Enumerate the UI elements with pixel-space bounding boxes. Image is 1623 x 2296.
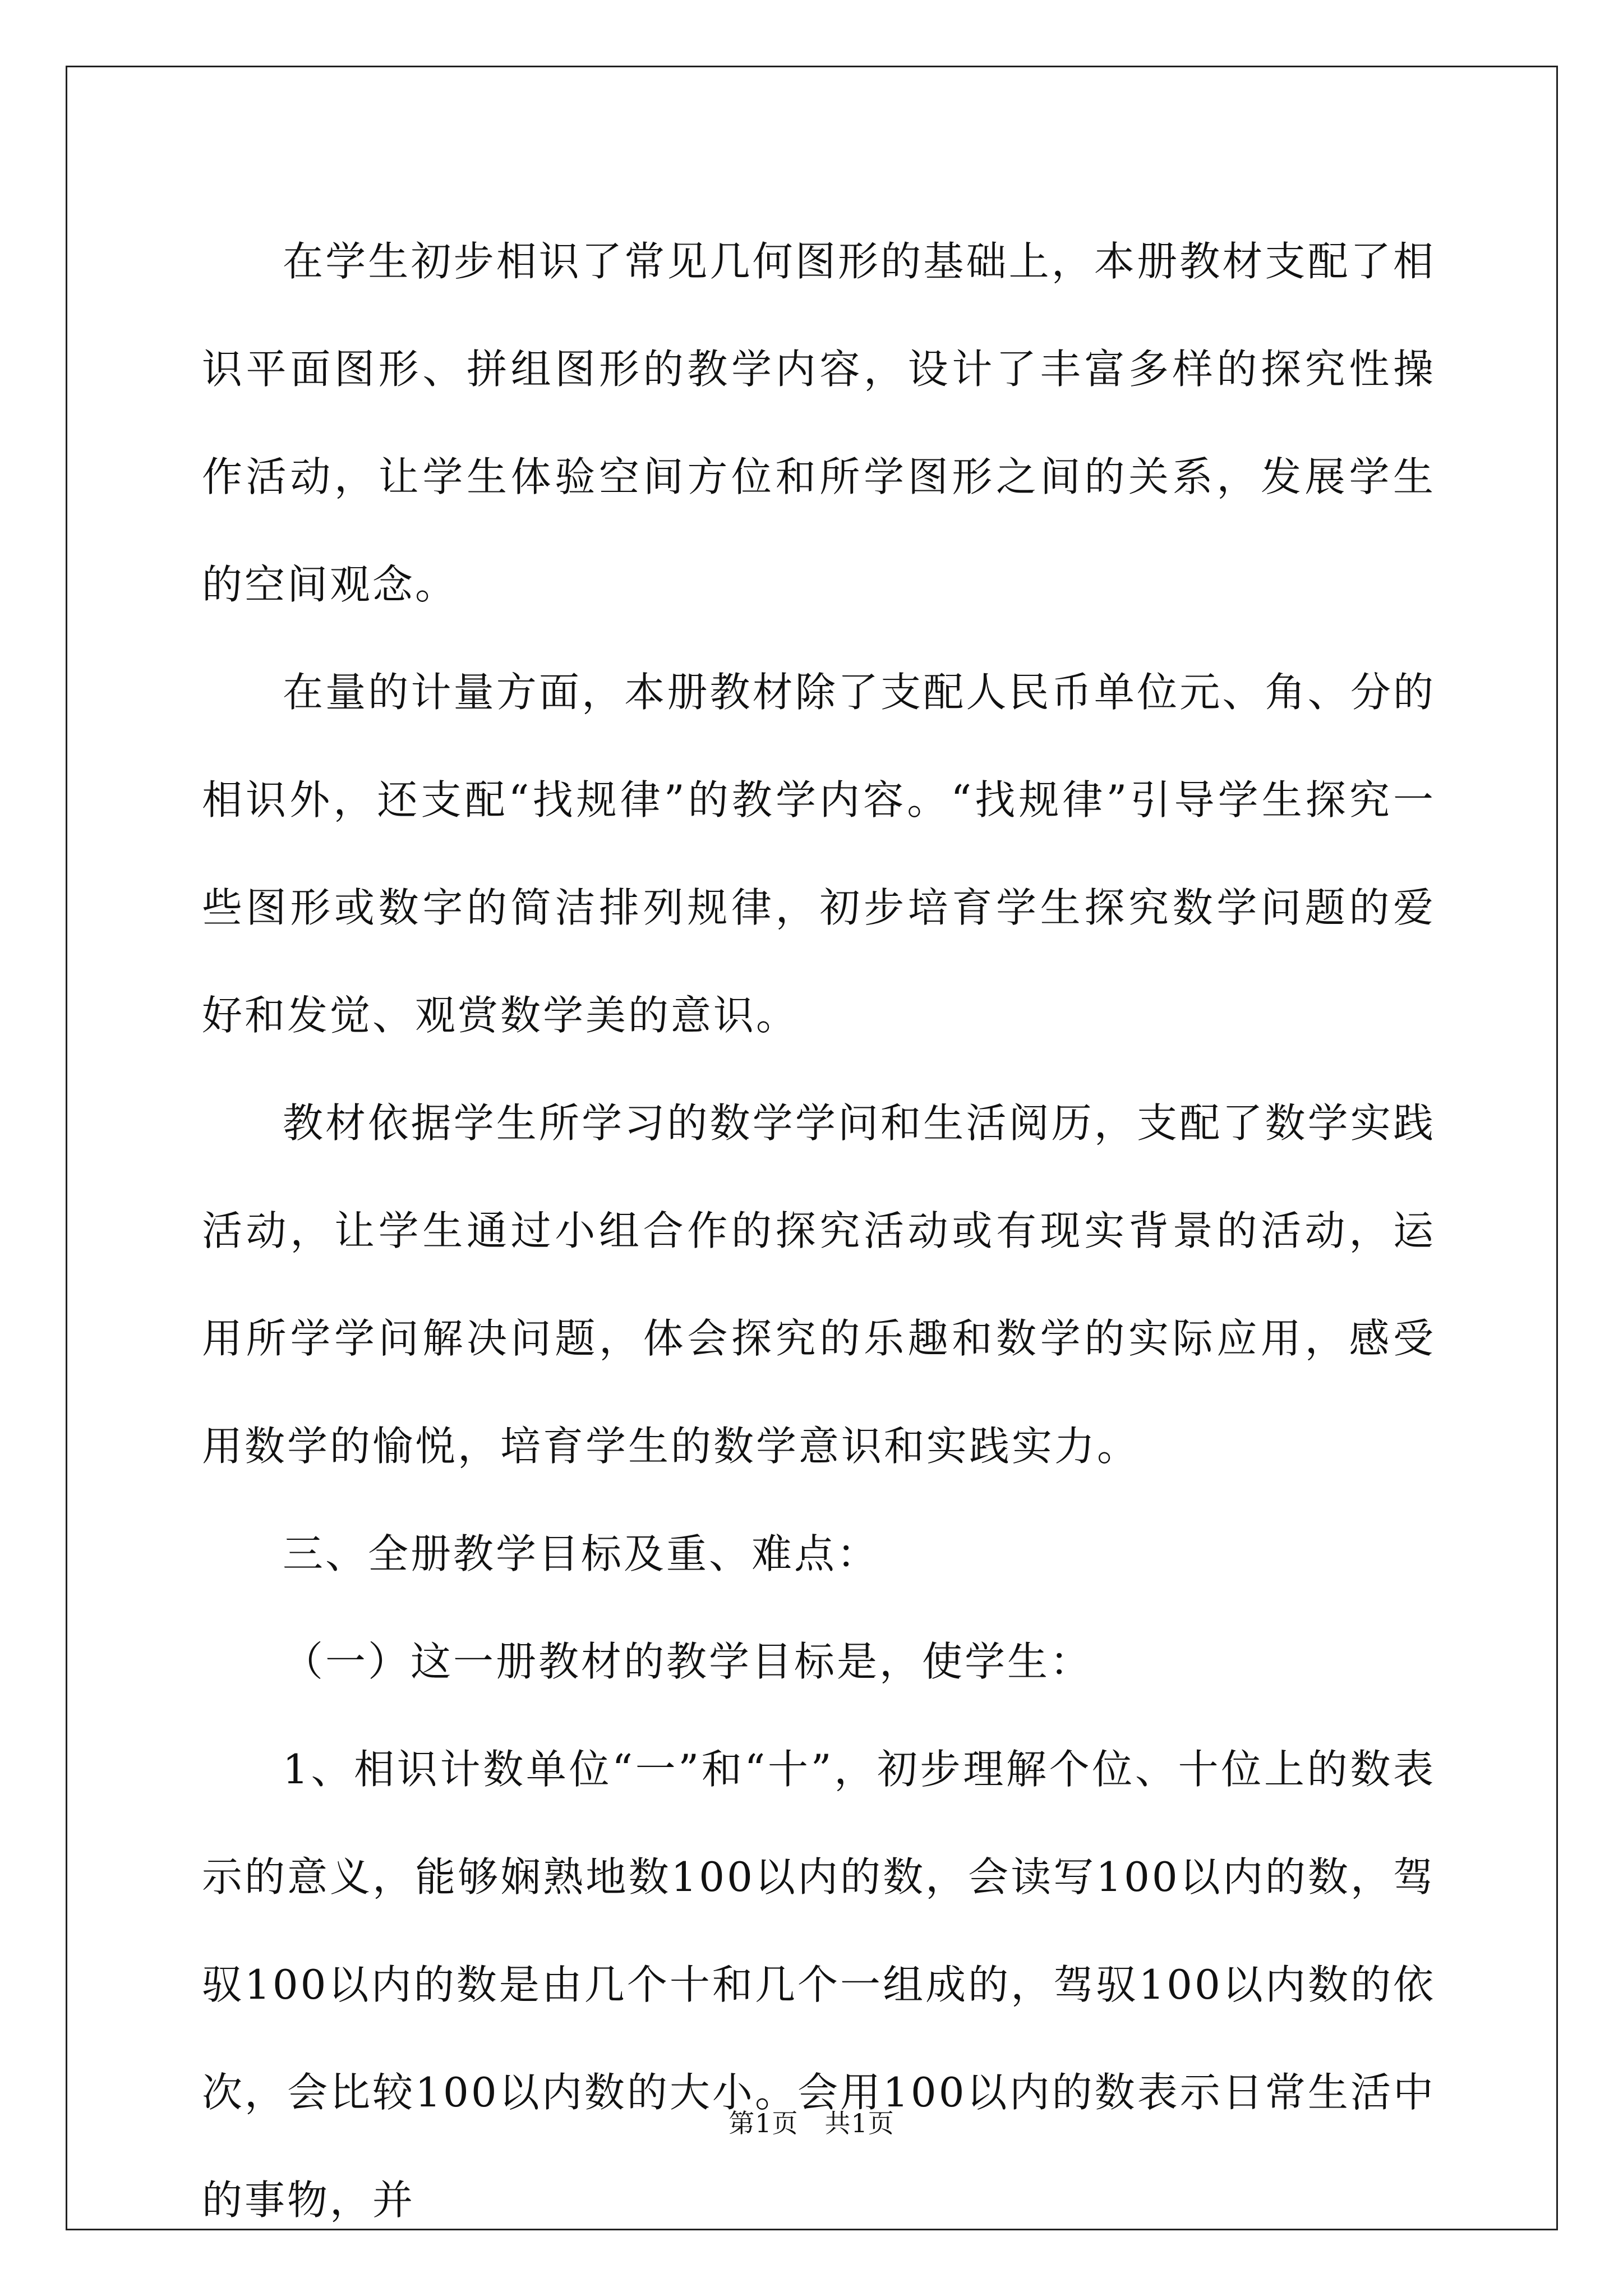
paragraph-measurement: 在量的计量方面，本册教材除了支配人民币单位元、角、分的相识外，还支配“找规律”的教学内容。“找规律”引导学生探究一些图形或数字的简洁排列规律，初步培育学生探究数学问题的爱好和发觉、观赏数学美的意识。: [202, 669, 1436, 1039]
paragraph-geometry: 在学生初步相识了常见几何图形的基础上，本册教材支配了相识平面图形、拼组图形的教学内容，设计了丰富多样的探究性操作活动，让学生体验空间方位和所学图形之间的关系，发展学生的空间观念。: [202, 238, 1436, 608]
subsection-heading-goals: （一）这一册教材的教学目标是，使学生：: [283, 1638, 1093, 1685]
paragraph-practice-activities: 教材依据学生所学习的数学学问和生活阅历，支配了数学实践活动，让学生通过小组合作的探究活动或有现实背景的活动，运用所学学问解决问题，体会探究的乐趣和数学的实际应用，感受用数学的愉悦，培育学生的数学意识和实践实力。: [202, 1099, 1436, 1470]
section-heading-goals: 三、全册教学目标及重、难点：: [283, 1530, 880, 1577]
list-item-goal-1: 1、相识计数单位“一”和“十”，初步理解个位、十位上的数表示的意义，能够娴熟地数100以内的数，会读写100以内的数，驾驭100以内的数是由几个十和几个一组成的，驾驭100以内数的依次，会比较100以内数的大小。会用100以内的数表示日常生活中的事物，并: [202, 1746, 1436, 2224]
document-body: [202, 208, 1436, 2254]
page-footer: 第1页 共1页: [728, 2108, 895, 2138]
